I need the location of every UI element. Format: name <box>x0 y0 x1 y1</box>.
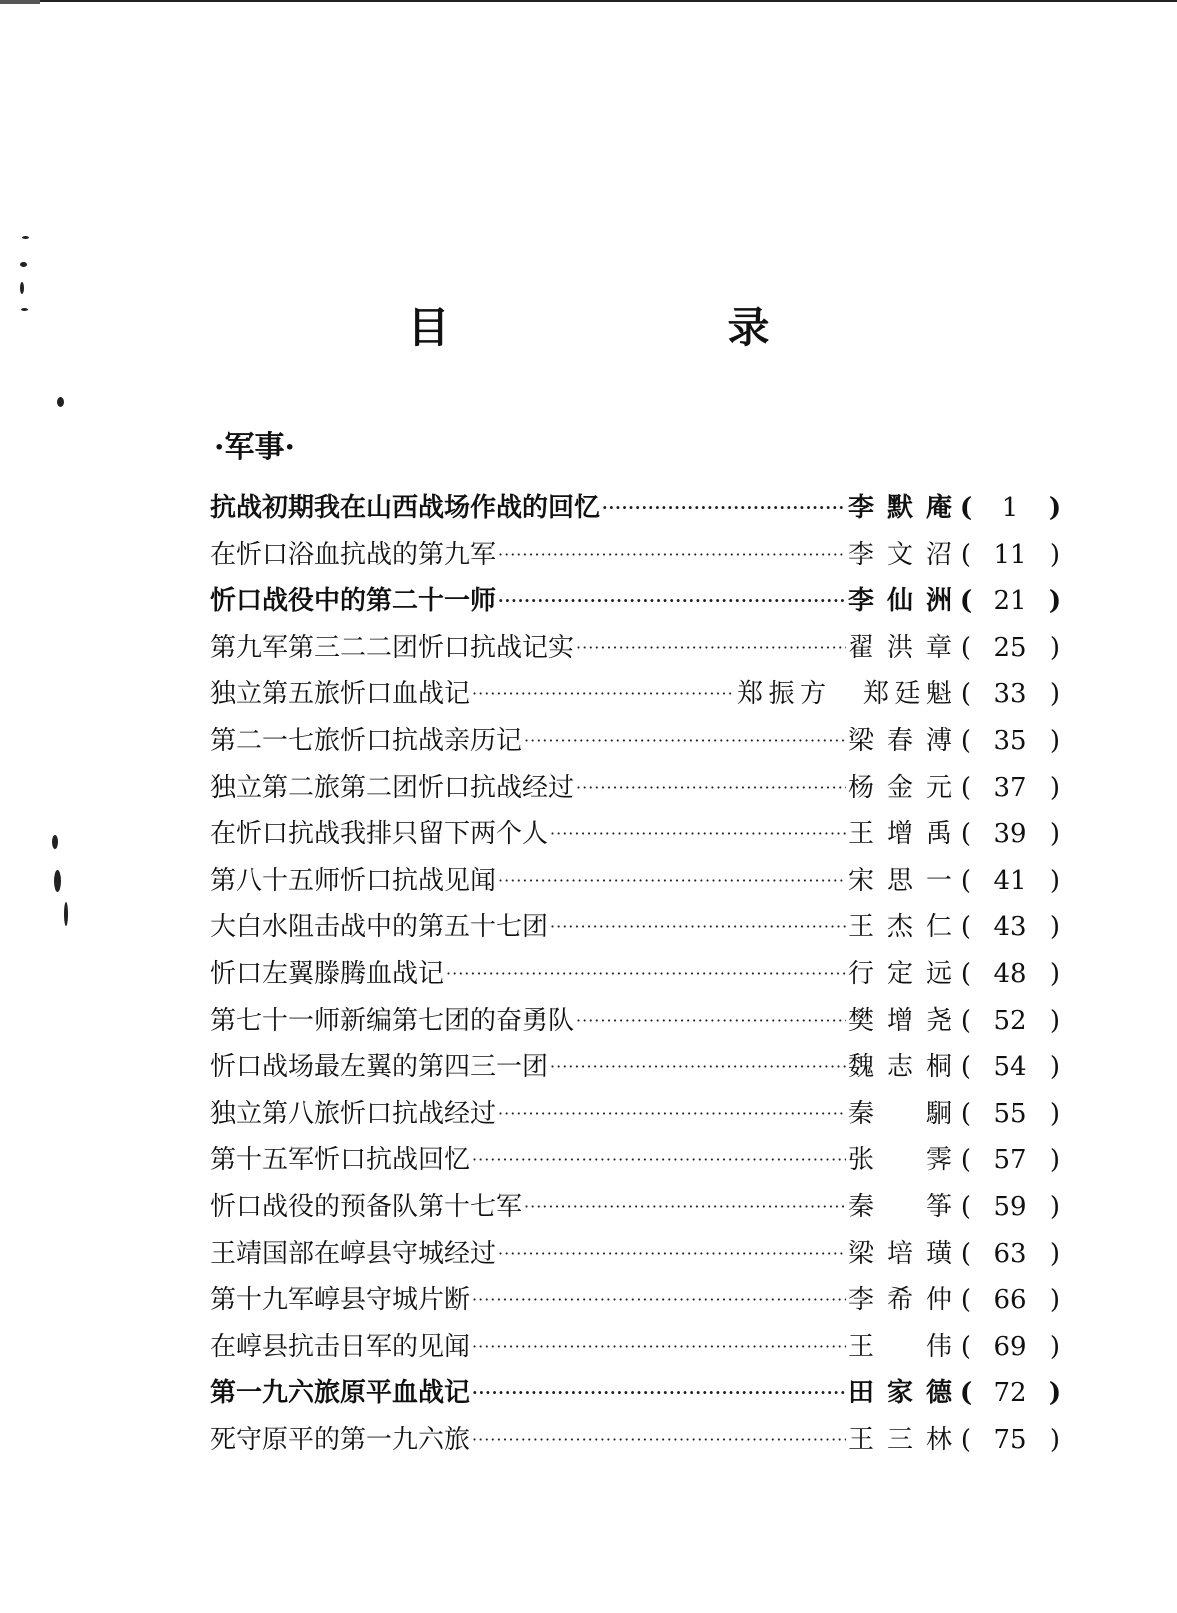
toc-leader-dots <box>550 811 846 858</box>
toc-paren-right: ) <box>1049 1191 1061 1222</box>
toc-entry <box>210 904 1070 951</box>
toc-entry-title: 第十五军忻口抗战回忆 <box>210 1145 471 1176</box>
toc-entry-author: 王三林 <box>848 1424 952 1455</box>
toc-entry-page: 69 <box>993 1331 1027 1362</box>
toc-entry-title: 第二一七旅忻口抗战亲历记 <box>210 725 523 756</box>
toc-entry <box>210 1231 1070 1278</box>
toc-entry <box>210 1324 1070 1371</box>
toc-paren-left: ( <box>960 912 972 943</box>
toc-paren-left: ( <box>960 1098 972 1129</box>
toc-paren-left: ( <box>960 1052 972 1083</box>
toc-leader-dots <box>472 1417 846 1464</box>
toc-entry <box>210 1277 1070 1324</box>
scan-speck <box>21 308 28 311</box>
toc-entry-title: 忻口战役的预备队第十七军 <box>210 1191 523 1222</box>
toc-entry-title: 独立第五旅忻口血战记 <box>210 679 471 710</box>
toc-entry-title: 在崞县抗击日军的见闻 <box>210 1331 471 1362</box>
scan-speck <box>20 282 24 294</box>
toc-paren-right: ) <box>1049 912 1061 943</box>
toc-entry-page: 41 <box>993 865 1027 896</box>
toc-entry <box>210 998 1070 1045</box>
toc-entry-page: 59 <box>993 1191 1027 1222</box>
toc-entry-author: 翟洪章 <box>848 632 952 663</box>
toc-paren-left: ( <box>959 493 973 523</box>
toc-entry-page: 66 <box>993 1285 1027 1316</box>
toc-paren-right: ) <box>1049 632 1061 663</box>
toc-entry-page: 52 <box>993 1005 1027 1036</box>
toc-paren-left: ( <box>959 1378 973 1409</box>
toc-entry-title: 忻口战役中的第二十一师 <box>210 586 497 617</box>
toc-paren-right: ) <box>1049 1331 1061 1362</box>
toc-entry-page: 48 <box>993 958 1027 989</box>
toc-entry-title: 独立第八旅忻口抗战经过 <box>210 1098 497 1129</box>
toc-paren-left: ( <box>960 1331 972 1362</box>
toc-entry <box>210 1044 1070 1091</box>
toc-paren-right: ) <box>1049 1285 1061 1316</box>
toc-leader-dots <box>576 625 846 672</box>
toc-leader-dots <box>446 951 846 998</box>
toc-leader-dots <box>498 858 846 905</box>
toc-paren-right: ) <box>1049 725 1061 756</box>
toc-entry-author: 王 伟 <box>848 1331 952 1362</box>
toc-entry-author: 魏志桐 <box>848 1052 952 1083</box>
toc-entry-author: 郑振方 郑廷魁 <box>737 679 952 710</box>
toc-entry <box>210 625 1070 672</box>
toc-entry-page: 63 <box>993 1238 1027 1269</box>
toc-entry-page: 57 <box>993 1145 1027 1176</box>
toc-paren-left: ( <box>960 1005 972 1036</box>
top-border-line <box>0 0 1177 2</box>
toc-entry-page: 21 <box>993 586 1027 617</box>
toc-paren-left: ( <box>960 1238 972 1269</box>
toc-paren-left: ( <box>960 679 972 710</box>
toc-entry-author: 樊增尧 <box>848 1005 952 1036</box>
toc-leader-dots <box>472 1324 846 1371</box>
toc-paren-right: ) <box>1049 1145 1061 1176</box>
toc-entry-author: 杨金元 <box>848 772 952 803</box>
scan-speck <box>20 262 27 267</box>
toc-entry <box>210 532 1070 579</box>
toc-entry <box>210 578 1070 625</box>
toc-entry-author: 王杰仁 <box>848 912 952 943</box>
toc-entry-title: 王靖国部在崞县守城经过 <box>210 1238 497 1269</box>
toc-paren-left: ( <box>960 819 972 850</box>
toc-entry-title: 在忻口浴血抗战的第九军 <box>210 539 497 570</box>
toc-entry-title: 第八十五师忻口抗战见闻 <box>210 865 497 896</box>
toc-entry <box>210 718 1070 765</box>
toc-leader-dots <box>602 485 846 532</box>
toc-paren-right: ) <box>1049 1098 1061 1129</box>
top-border-tick <box>0 0 40 4</box>
scan-speck <box>52 835 58 849</box>
toc-leader-dots <box>524 718 846 765</box>
toc-entry <box>210 485 1070 532</box>
toc-paren-right: ) <box>1049 1052 1061 1083</box>
page-title: 目 录 <box>407 303 888 352</box>
scan-speck <box>54 870 61 892</box>
toc-paren-left: ( <box>960 772 972 803</box>
toc-entry-page: 72 <box>993 1378 1027 1409</box>
toc-entry-author: 秦 駉 <box>848 1098 952 1129</box>
toc-entry-author: 李默庵 <box>848 493 952 523</box>
toc-leader-dots <box>498 1091 846 1138</box>
toc-paren-right: ) <box>1049 1424 1061 1455</box>
scan-speck <box>22 236 29 239</box>
toc-paren-left: ( <box>959 586 973 617</box>
toc-leader-dots <box>472 1277 846 1324</box>
toc-leader-dots <box>498 1231 846 1278</box>
table-of-contents <box>210 485 1070 1463</box>
toc-entry-page: 11 <box>993 539 1027 570</box>
toc-entry-author: 张 霁 <box>848 1145 952 1176</box>
toc-entry <box>210 1370 1070 1417</box>
toc-entry-page: 1 <box>1001 493 1019 523</box>
toc-entry-title: 抗战初期我在山西战场作战的回忆 <box>210 493 601 523</box>
toc-paren-left: ( <box>960 1285 972 1316</box>
toc-leader-dots <box>472 671 735 718</box>
toc-paren-left: ( <box>960 1145 972 1176</box>
section-heading: ·军事· <box>214 430 295 465</box>
toc-paren-left: ( <box>960 539 972 570</box>
toc-paren-right: ) <box>1048 1378 1062 1409</box>
toc-entry-page: 33 <box>993 679 1027 710</box>
toc-entry-title: 忻口左翼滕腾血战记 <box>210 958 445 989</box>
toc-entry-author: 行定远 <box>848 958 952 989</box>
toc-entry-title: 死守原平的第一九六旅 <box>210 1424 471 1455</box>
toc-entry-title: 忻口战场最左翼的第四三一团 <box>210 1052 549 1083</box>
toc-entry-author: 秦 筝 <box>848 1191 952 1222</box>
toc-leader-dots <box>498 532 846 579</box>
toc-entry <box>210 1091 1070 1138</box>
toc-leader-dots <box>524 1184 846 1231</box>
toc-entry-author: 李希仲 <box>848 1285 952 1316</box>
toc-paren-left: ( <box>960 1424 972 1455</box>
toc-paren-right: ) <box>1049 819 1061 850</box>
toc-paren-right: ) <box>1048 493 1062 523</box>
toc-entry-page: 25 <box>993 632 1027 663</box>
toc-entry-title: 第七十一师新编第七团的奋勇队 <box>210 1005 575 1036</box>
toc-leader-dots <box>550 904 846 951</box>
toc-paren-left: ( <box>960 958 972 989</box>
toc-entry-title: 第九军第三二二团忻口抗战记实 <box>210 632 575 663</box>
toc-entry-title: 在忻口抗战我排只留下两个人 <box>210 819 549 850</box>
toc-entry-page: 39 <box>993 819 1027 850</box>
toc-entry <box>210 765 1070 812</box>
toc-paren-left: ( <box>960 1191 972 1222</box>
toc-entry-title: 第十九军崞县守城片断 <box>210 1285 471 1316</box>
toc-paren-right: ) <box>1049 958 1061 989</box>
toc-leader-dots <box>550 1044 846 1091</box>
toc-entry <box>210 1417 1070 1464</box>
toc-entry-page: 37 <box>993 772 1027 803</box>
toc-entry <box>210 951 1070 998</box>
toc-entry <box>210 1184 1070 1231</box>
toc-entry-author: 田家德 <box>848 1378 952 1409</box>
toc-paren-right: ) <box>1049 865 1061 896</box>
toc-paren-right: ) <box>1049 539 1061 570</box>
scan-speck <box>57 397 64 407</box>
toc-entry-page: 43 <box>993 912 1027 943</box>
toc-entry-title: 独立第二旅第二团忻口抗战经过 <box>210 772 575 803</box>
toc-entry-title: 第一九六旅原平血战记 <box>210 1378 471 1409</box>
toc-paren-right: ) <box>1049 1238 1061 1269</box>
toc-entry-author: 李文沼 <box>848 539 952 570</box>
toc-entry <box>210 671 1070 718</box>
toc-leader-dots <box>498 578 846 625</box>
toc-entry-title: 大白水阻击战中的第五十七团 <box>210 912 549 943</box>
toc-paren-right: ) <box>1048 586 1062 617</box>
toc-paren-right: ) <box>1049 1005 1061 1036</box>
toc-leader-dots <box>472 1370 846 1417</box>
toc-entry-page: 55 <box>993 1098 1027 1129</box>
scan-speck <box>64 902 68 926</box>
toc-entry-page: 35 <box>993 725 1027 756</box>
toc-entry-author: 王增禹 <box>848 819 952 850</box>
toc-paren-right: ) <box>1049 679 1061 710</box>
toc-entry-author: 李仙洲 <box>848 586 952 617</box>
toc-paren-left: ( <box>960 725 972 756</box>
toc-leader-dots <box>576 998 846 1045</box>
toc-entry-page: 75 <box>993 1424 1027 1455</box>
toc-paren-left: ( <box>960 632 972 663</box>
toc-entry <box>210 1137 1070 1184</box>
toc-entry-author: 梁培璜 <box>848 1238 952 1269</box>
toc-entry <box>210 858 1070 905</box>
toc-entry-page: 54 <box>993 1052 1027 1083</box>
toc-leader-dots <box>576 765 846 812</box>
toc-paren-right: ) <box>1049 772 1061 803</box>
toc-entry <box>210 811 1070 858</box>
toc-entry-author: 梁春溥 <box>848 725 952 756</box>
toc-entry-author: 宋思一 <box>848 865 952 896</box>
toc-paren-left: ( <box>960 865 972 896</box>
toc-leader-dots <box>472 1137 846 1184</box>
